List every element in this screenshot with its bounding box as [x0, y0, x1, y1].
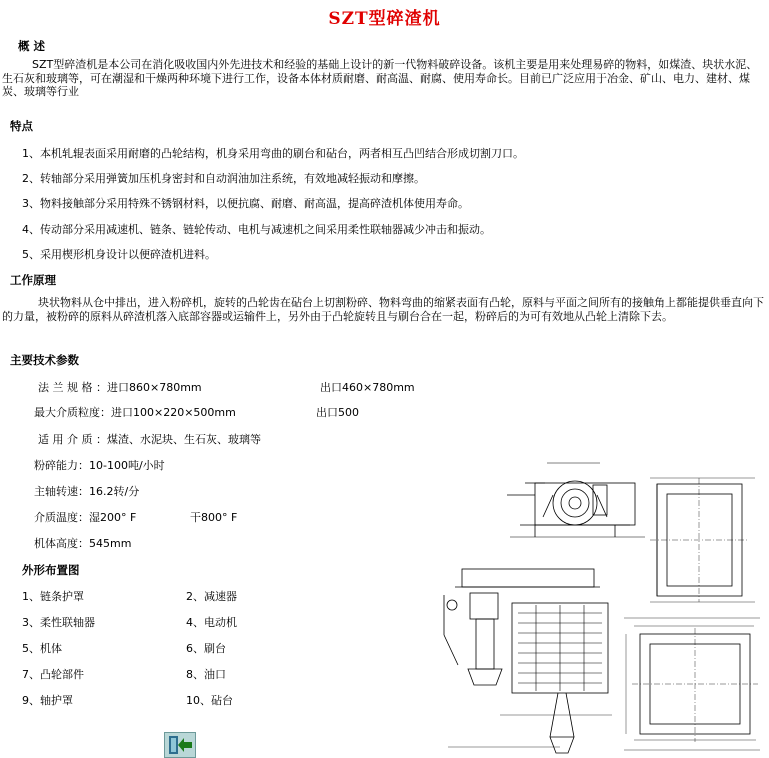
bottom-flange-drawing	[620, 612, 768, 758]
spec-flange-outlet: 出口460×780mm	[320, 381, 415, 394]
feature-item: 2、转轴部分采用弹簧加压机身密封和自动润油加注系统，有效地减轻振动和摩擦。	[22, 172, 425, 185]
spec-capacity: 粉碎能力：10-100吨/小时	[34, 459, 165, 472]
layout-item: 2、减速器	[186, 590, 237, 603]
page-title: SZT型碎渣机	[328, 9, 441, 29]
layout-heading: 外形布置图	[22, 563, 80, 577]
flange-plan-drawing	[645, 468, 765, 608]
layout-item: 3、柔性联轴器	[22, 616, 95, 629]
specs-heading: 主要技术参数	[10, 353, 79, 367]
layout-item: 8、油口	[186, 668, 226, 681]
feature-item: 3、物料接触部分采用特殊不锈钢材料，以便抗腐、耐磨、耐高温，提高碎渣机体使用寿命。	[22, 197, 469, 210]
layout-item: 6、刷台	[186, 642, 226, 655]
assembly-drawing	[440, 565, 620, 758]
layout-item: 10、砧台	[186, 694, 233, 707]
back-button[interactable]	[164, 732, 196, 758]
layout-item: 4、电动机	[186, 616, 237, 629]
features-heading: 特点	[10, 119, 33, 133]
spec-temp-wet: 介质温度：湿200° F	[34, 511, 137, 524]
spec-media: 适 用 介 质 ：煤渣、水泥块、生石灰、玻璃等	[38, 433, 261, 446]
overview-heading: 概 述	[18, 39, 46, 53]
layout-item: 9、轴护罩	[22, 694, 73, 707]
elevation-drawing	[505, 455, 650, 550]
spec-flange: 法 兰 规 格 ：进口860×780mm	[38, 381, 202, 394]
feature-item: 1、本机轧辊表面采用耐磨的凸轮结构，机身采用弯曲的刷台和砧台，两者相互凸凹结合形成切割刀口。	[22, 147, 524, 160]
spec-particle-outlet: 出口500	[316, 406, 359, 419]
principle-text: 块状物料从仓中排出，进入粉碎机，旋转的凸轮齿在砧台上切割粉碎、物料弯曲的缩紧表面有凸轮，原料与平面之间所有的接触角上都能提供垂直向下的力量，被粉碎的原料从碎渣机落入底部容器或运输件上，另外由于凸轮旋转且与刷台合在一起，粉碎后的为可有效地从凸轮上清除下去。	[2, 296, 764, 323]
layout-item: 1、链条护罩	[22, 590, 84, 603]
spec-height: 机体高度：545mm	[34, 537, 132, 550]
back-door-arrow-icon	[165, 733, 195, 757]
spec-temp-dry: 干800° F	[190, 511, 238, 524]
feature-item: 4、传动部分采用减速机、链条、链轮传动、电机与减速机之间采用柔性联轴器减少冲击和振动。	[22, 223, 491, 236]
spec-particle-size: 最大介质粒度：进口100×220×500mm	[34, 406, 236, 419]
layout-item: 5、机体	[22, 642, 62, 655]
layout-item: 7、凸轮部件	[22, 668, 84, 681]
overview-text: SZT型碎渣机是本公司在消化吸收国内外先进技术和经验的基础上设计的新一代物料破碎设备。该机主要是用来处理易碎的物料，如煤渣、块状水泥、生石灰和玻璃等，可在潮湿和干燥两种环境下进行工作，设备本体材质耐磨、耐高温、耐腐、使用寿命长。目前已广泛应用于冶金、矿山、电力、建材、煤炭、玻璃等行业	[2, 58, 758, 98]
spec-speed: 主轴转速：16.2转/分	[34, 485, 140, 498]
principle-heading: 工作原理	[10, 273, 56, 287]
feature-item: 5、采用楔形机身设计以便碎渣机进料。	[22, 248, 216, 261]
